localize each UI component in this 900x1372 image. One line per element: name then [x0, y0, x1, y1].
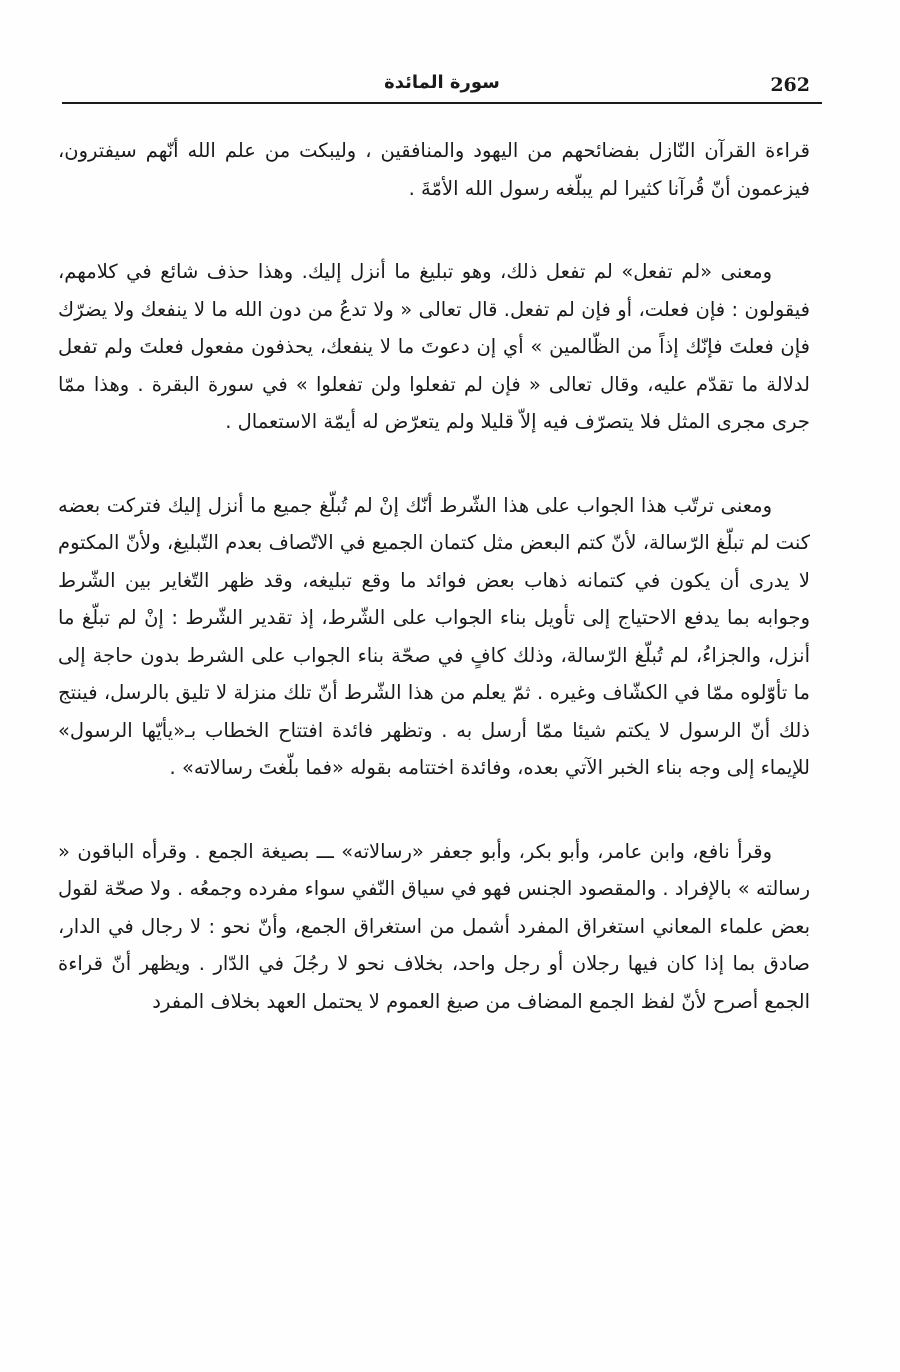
paragraph-2: ومعنى «لم تفعل» لم تفعل ذلك، وهو تبليغ ما أنزل إليك. وهذا حذف شائع في كلامهم، فيقولون : فإن فعلت، أو فإن لم تفعل. قال تعالى « ولا تدعُ من دون الله ما لا ينفعك ولا يضرّك فإن فعلتَ فإنّك إذاً من الظّالمين » أي إن دعوتَ ما لا ينفعك، يحذفون مفعول فعلتَ ولم تفعل لدلالة ما تقدّم عليه، وقال تعالى « فإن لم تفعلوا ولن تفعلوا » في سورة البقرة . وهذا ممّا جرى مجرى المثل فلا يتصرّف فيه إلاّ قليلا ولم يتعرّض له أيمّة الاستعمال .	[58, 260, 810, 433]
running-header	[62, 72, 822, 106]
surah-title: سورة المائدة	[384, 72, 500, 93]
paragraph-4: وقرأ نافع، وابن عامر، وأبو بكر، وأبو جعفر «رسالاته» ـــ بصيغة الجمع . وقرأه الباقون « رسالته » بالإفراد . والمقصود الجنس فهو في سياق النّفي سواء مفرده وجمعُه . ولا صحّة لقول بعض علماء المعاني استغراق المفرد أشمل من استغراق الجمع، وأنّ نحو : لا رجال في الدار، صادق بما إذا كان فيها رجلان أو رجل واحد، بخلاف نحو لا رجُلَ في الدّار . ويظهر أنّ قراءة الجمع أصرح لأنّ لفظ الجمع المضاف من صيغ العموم لا يحتمل العهد بخلاف المفرد	[58, 839, 810, 1013]
paragraph-1: قراءة القرآن النّازل بفضائحهم من اليهود والمنافقين ، وليبكت من علم الله أنّهم سيفترون، فيزعمون أنّ قُرآنا كثيرا لم يبلّغه رسول الله الأمّةَ .	[58, 139, 810, 200]
page-number: 262	[770, 74, 810, 96]
main-text	[58, 132, 810, 1020]
paragraph-3: ومعنى ترتّب هذا الجواب على هذا الشّرط أنّك إنْ لم تُبلّغ جميع ما أنزل إليك فتركت بعضه كنت لم تبلّغ الرّسالة، لأنّ كتم البعض مثل كتمان الجميع في الاتّصاف بعدم التّبليغ، ولأنّ المكتوم لا يدرى أن يكون في كتمانه ذهاب بعض فوائد ما وقع تبليغه، وقد ظهر التّغاير بين الشّرط وجوابه بما يدفع الاحتياج إلى تأويل بناء الجواب على الشّرط، إذ تقدير الشّرط : إنْ لم تبلّغ ما أنزل، والجزاءُ، لم تُبلّغ الرّسالة، وذلك كافٍ في صحّة بناء الجواب على الشرط بدون حاجة إلى ما تأوّلوه ممّا في الكشّاف وغيره . ثمّ يعلم من هذا الشّرط أنّ تلك منزلة لا تليق بالرسل، فينتج ذلك أنّ الرسول لا يكتم شيئا ممّا أرسل به . وتظهر فائدة افتتاح الخطاب بـ«يأيّها الرسول» للإيماء إلى وجه بناء الخبر الآتي بعده، وفائدة اختتامه بقوله «فما بلّغتَ رسالاته» .	[58, 493, 810, 779]
header-rule	[62, 102, 822, 104]
